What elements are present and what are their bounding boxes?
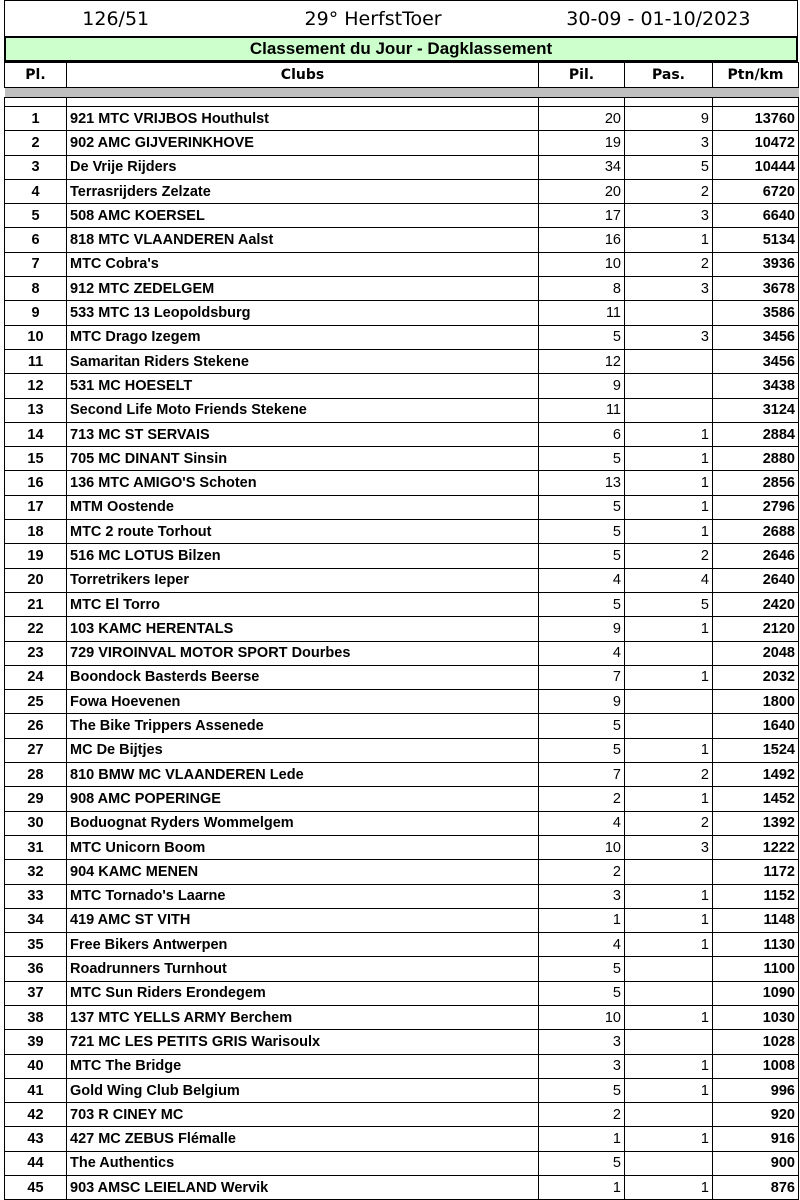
table-row — [5, 252, 799, 276]
passengers-cell — [625, 349, 713, 373]
club-cell: Gold Wing Club Belgium — [67, 1078, 539, 1102]
passengers-cell — [625, 714, 713, 738]
rank-cell: 11 — [5, 349, 67, 373]
event-dates: 30-09 - 01-10/2023 — [566, 7, 751, 30]
passengers-cell: 1 — [625, 495, 713, 519]
pilots-cell: 9 — [539, 617, 625, 641]
rank-cell: 28 — [5, 763, 67, 787]
passengers-cell: 1 — [625, 617, 713, 641]
rank-cell: 24 — [5, 665, 67, 689]
passengers-cell — [625, 301, 713, 325]
points-cell: 1492 — [713, 763, 799, 787]
club-cell: 912 MTC ZEDELGEM — [67, 277, 539, 301]
club-cell: Fowa Hoevenen — [67, 690, 539, 714]
rank-cell: 2 — [5, 131, 67, 155]
pilots-cell: 19 — [539, 131, 625, 155]
table-row — [5, 277, 799, 301]
table-row — [5, 763, 799, 787]
club-cell: 136 MTC AMIGO'S Schoten — [67, 471, 539, 495]
club-cell: 533 MTC 13 Leopoldsburg — [67, 301, 539, 325]
club-cell: MTC 2 route Torhout — [67, 520, 539, 544]
column-header-row — [5, 63, 799, 88]
column-header-pil: Pil. — [539, 63, 625, 88]
points-cell: 1524 — [713, 738, 799, 762]
points-cell: 2880 — [713, 447, 799, 471]
pilots-cell: 16 — [539, 228, 625, 252]
club-cell: Roadrunners Turnhout — [67, 957, 539, 981]
table-row — [5, 690, 799, 714]
points-cell: 900 — [713, 1151, 799, 1175]
points-cell: 3586 — [713, 301, 799, 325]
rank-cell: 3 — [5, 155, 67, 179]
passengers-cell: 1 — [625, 422, 713, 446]
points-cell: 1452 — [713, 787, 799, 811]
passengers-cell: 1 — [625, 1054, 713, 1078]
table-row — [5, 228, 799, 252]
passengers-cell: 5 — [625, 592, 713, 616]
rank-cell: 26 — [5, 714, 67, 738]
points-cell: 2640 — [713, 568, 799, 592]
pilots-cell: 20 — [539, 179, 625, 203]
table-row — [5, 471, 799, 495]
pilots-cell: 10 — [539, 252, 625, 276]
rank-cell: 12 — [5, 374, 67, 398]
points-cell: 1800 — [713, 690, 799, 714]
rank-cell: 33 — [5, 884, 67, 908]
rank-cell: 40 — [5, 1054, 67, 1078]
points-cell: 13760 — [713, 107, 799, 131]
rank-cell: 34 — [5, 908, 67, 932]
pilots-cell: 10 — [539, 1005, 625, 1029]
club-cell: 908 AMC POPERINGE — [67, 787, 539, 811]
club-cell: 921 MTC VRIJBOS Houthulst — [67, 107, 539, 131]
rank-cell: 14 — [5, 422, 67, 446]
club-cell: MTM Oostende — [67, 495, 539, 519]
pilots-cell: 5 — [539, 714, 625, 738]
pilots-cell: 2 — [539, 787, 625, 811]
rank-cell: 20 — [5, 568, 67, 592]
points-cell: 3936 — [713, 252, 799, 276]
rank-cell: 29 — [5, 787, 67, 811]
pilots-cell: 4 — [539, 641, 625, 665]
rank-cell: 19 — [5, 544, 67, 568]
pilots-cell: 8 — [539, 277, 625, 301]
points-cell: 1222 — [713, 835, 799, 859]
points-cell: 1090 — [713, 981, 799, 1005]
passengers-cell: 1 — [625, 447, 713, 471]
pilots-cell: 3 — [539, 1054, 625, 1078]
club-cell: Torretrikers Ieper — [67, 568, 539, 592]
rank-cell: 6 — [5, 228, 67, 252]
pilots-cell: 5 — [539, 1078, 625, 1102]
rank-cell: 7 — [5, 252, 67, 276]
rank-cell: 37 — [5, 981, 67, 1005]
points-cell: 1148 — [713, 908, 799, 932]
passengers-cell: 1 — [625, 908, 713, 932]
table-row — [5, 860, 799, 884]
table-row — [5, 301, 799, 325]
pilots-cell: 10 — [539, 835, 625, 859]
points-cell: 1030 — [713, 1005, 799, 1029]
pilots-cell: 4 — [539, 933, 625, 957]
pilots-cell: 4 — [539, 568, 625, 592]
pilots-cell: 5 — [539, 981, 625, 1005]
table-row — [5, 1054, 799, 1078]
passengers-cell: 1 — [625, 228, 713, 252]
table-row — [5, 957, 799, 981]
spacer-row — [5, 98, 799, 107]
passengers-cell: 1 — [625, 665, 713, 689]
pilots-cell: 5 — [539, 1151, 625, 1175]
pilots-cell: 3 — [539, 884, 625, 908]
pilots-cell: 5 — [539, 592, 625, 616]
rank-cell: 15 — [5, 447, 67, 471]
ranking-title: Classement du Jour - Dagklassement — [4, 36, 798, 62]
passengers-cell: 1 — [625, 1078, 713, 1102]
points-cell: 3456 — [713, 325, 799, 349]
points-cell: 1640 — [713, 714, 799, 738]
points-cell: 3124 — [713, 398, 799, 422]
table-row — [5, 520, 799, 544]
table-row — [5, 155, 799, 179]
table-row — [5, 1030, 799, 1054]
rank-cell: 9 — [5, 301, 67, 325]
table-row — [5, 1005, 799, 1029]
rank-cell: 16 — [5, 471, 67, 495]
rank-cell: 25 — [5, 690, 67, 714]
points-cell: 1008 — [713, 1054, 799, 1078]
table-row — [5, 1127, 799, 1151]
rank-cell: 43 — [5, 1127, 67, 1151]
column-header-pl: Pl. — [5, 63, 67, 88]
passengers-cell: 3 — [625, 204, 713, 228]
pilots-cell: 1 — [539, 1127, 625, 1151]
ranking-sheet — [4, 0, 798, 1200]
club-cell: MTC Tornado's Laarne — [67, 884, 539, 908]
event-name: 29° HerfstToer — [304, 7, 442, 30]
passengers-cell — [625, 374, 713, 398]
club-cell: 103 KAMC HERENTALS — [67, 617, 539, 641]
rank-cell: 36 — [5, 957, 67, 981]
rank-cell: 35 — [5, 933, 67, 957]
pilots-cell: 20 — [539, 107, 625, 131]
points-cell: 1130 — [713, 933, 799, 957]
passengers-cell: 2 — [625, 179, 713, 203]
table-row — [5, 714, 799, 738]
pilots-cell: 4 — [539, 811, 625, 835]
rank-cell: 1 — [5, 107, 67, 131]
club-cell: MC De Bijtjes — [67, 738, 539, 762]
passengers-cell: 2 — [625, 544, 713, 568]
points-cell: 6720 — [713, 179, 799, 203]
table-row — [5, 738, 799, 762]
club-cell: 419 AMC ST VITH — [67, 908, 539, 932]
pilots-cell: 7 — [539, 665, 625, 689]
club-cell: 729 VIROINVAL MOTOR SPORT Dourbes — [67, 641, 539, 665]
rank-cell: 17 — [5, 495, 67, 519]
table-row — [5, 641, 799, 665]
pilots-cell: 9 — [539, 690, 625, 714]
points-cell: 2120 — [713, 617, 799, 641]
points-cell: 10472 — [713, 131, 799, 155]
club-cell: MTC Drago Izegem — [67, 325, 539, 349]
points-cell: 2884 — [713, 422, 799, 446]
event-code: 126/51 — [82, 7, 150, 30]
table-row — [5, 131, 799, 155]
separator-bar — [5, 88, 799, 98]
pilots-cell: 5 — [539, 495, 625, 519]
rank-cell: 21 — [5, 592, 67, 616]
points-cell: 2688 — [713, 520, 799, 544]
passengers-cell: 1 — [625, 738, 713, 762]
table-row — [5, 981, 799, 1005]
ranking-rows — [5, 107, 799, 1200]
rank-cell: 32 — [5, 860, 67, 884]
passengers-cell: 3 — [625, 325, 713, 349]
club-cell: 508 AMC KOERSEL — [67, 204, 539, 228]
table-row — [5, 349, 799, 373]
passengers-cell: 1 — [625, 884, 713, 908]
rank-cell: 44 — [5, 1151, 67, 1175]
pilots-cell: 17 — [539, 204, 625, 228]
passengers-cell — [625, 957, 713, 981]
pilots-cell: 2 — [539, 860, 625, 884]
points-cell: 2646 — [713, 544, 799, 568]
points-cell: 2856 — [713, 471, 799, 495]
rank-cell: 27 — [5, 738, 67, 762]
club-cell: 703 R CINEY MC — [67, 1103, 539, 1127]
pilots-cell: 12 — [539, 349, 625, 373]
rank-cell: 22 — [5, 617, 67, 641]
table-row — [5, 665, 799, 689]
table-row — [5, 374, 799, 398]
pilots-cell: 6 — [539, 422, 625, 446]
points-cell: 10444 — [713, 155, 799, 179]
pilots-cell: 2 — [539, 1103, 625, 1127]
club-cell: Free Bikers Antwerpen — [67, 933, 539, 957]
club-cell: The Bike Trippers Assenede — [67, 714, 539, 738]
club-cell: MTC Cobra's — [67, 252, 539, 276]
points-cell: 1172 — [713, 860, 799, 884]
points-cell: 876 — [713, 1176, 799, 1200]
rank-cell: 38 — [5, 1005, 67, 1029]
points-cell: 916 — [713, 1127, 799, 1151]
ranking-table — [4, 62, 799, 1200]
table-row — [5, 908, 799, 932]
table-row — [5, 1078, 799, 1102]
passengers-cell — [625, 1030, 713, 1054]
column-header-pas: Pas. — [625, 63, 713, 88]
club-cell: 903 AMSC LEIELAND Wervik — [67, 1176, 539, 1200]
table-row — [5, 1151, 799, 1175]
rank-cell: 13 — [5, 398, 67, 422]
points-cell: 996 — [713, 1078, 799, 1102]
passengers-cell: 4 — [625, 568, 713, 592]
pilots-cell: 34 — [539, 155, 625, 179]
rank-cell: 39 — [5, 1030, 67, 1054]
club-cell: MTC The Bridge — [67, 1054, 539, 1078]
club-cell: The Authentics — [67, 1151, 539, 1175]
club-cell: 516 MC LOTUS Bilzen — [67, 544, 539, 568]
pilots-cell: 5 — [539, 738, 625, 762]
pilots-cell: 1 — [539, 908, 625, 932]
table-row — [5, 1103, 799, 1127]
table-row — [5, 811, 799, 835]
rank-cell: 41 — [5, 1078, 67, 1102]
rank-cell: 10 — [5, 325, 67, 349]
table-row — [5, 179, 799, 203]
passengers-cell: 2 — [625, 811, 713, 835]
points-cell: 3678 — [713, 277, 799, 301]
club-cell: De Vrije Rijders — [67, 155, 539, 179]
table-row — [5, 204, 799, 228]
rank-cell: 18 — [5, 520, 67, 544]
rank-cell: 23 — [5, 641, 67, 665]
passengers-cell: 1 — [625, 471, 713, 495]
pilots-cell: 5 — [539, 544, 625, 568]
passengers-cell: 2 — [625, 763, 713, 787]
club-cell: 705 MC DINANT Sinsin — [67, 447, 539, 471]
table-row — [5, 933, 799, 957]
club-cell: 531 MC HOESELT — [67, 374, 539, 398]
club-cell: 904 KAMC MENEN — [67, 860, 539, 884]
passengers-cell — [625, 641, 713, 665]
club-cell: 721 MC LES PETITS GRIS Warisoulx — [67, 1030, 539, 1054]
pilots-cell: 5 — [539, 957, 625, 981]
club-cell: Boondock Basterds Beerse — [67, 665, 539, 689]
table-row — [5, 495, 799, 519]
passengers-cell: 3 — [625, 131, 713, 155]
table-row — [5, 447, 799, 471]
passengers-cell — [625, 860, 713, 884]
points-cell: 2420 — [713, 592, 799, 616]
points-cell: 2048 — [713, 641, 799, 665]
table-row — [5, 787, 799, 811]
passengers-cell: 3 — [625, 835, 713, 859]
points-cell: 1100 — [713, 957, 799, 981]
club-cell: Samaritan Riders Stekene — [67, 349, 539, 373]
table-row — [5, 325, 799, 349]
pilots-cell: 13 — [539, 471, 625, 495]
passengers-cell — [625, 690, 713, 714]
passengers-cell: 1 — [625, 520, 713, 544]
points-cell: 6640 — [713, 204, 799, 228]
club-cell: MTC Unicorn Boom — [67, 835, 539, 859]
pilots-cell: 5 — [539, 520, 625, 544]
table-row — [5, 107, 799, 131]
table-row — [5, 422, 799, 446]
pilots-cell: 1 — [539, 1176, 625, 1200]
passengers-cell — [625, 981, 713, 1005]
passengers-cell: 9 — [625, 107, 713, 131]
table-row — [5, 398, 799, 422]
pilots-cell: 5 — [539, 325, 625, 349]
table-row — [5, 617, 799, 641]
club-cell: MTC Sun Riders Erondegem — [67, 981, 539, 1005]
club-cell: 713 MC ST SERVAIS — [67, 422, 539, 446]
club-cell: 810 BMW MC VLAANDEREN Lede — [67, 763, 539, 787]
pilots-cell: 11 — [539, 398, 625, 422]
pilots-cell: 5 — [539, 447, 625, 471]
points-cell: 2796 — [713, 495, 799, 519]
column-header-pts: Ptn/km — [713, 63, 799, 88]
rank-cell: 45 — [5, 1176, 67, 1200]
rank-cell: 5 — [5, 204, 67, 228]
club-cell: Terrasrijders Zelzate — [67, 179, 539, 203]
club-cell: 427 MC ZEBUS Flémalle — [67, 1127, 539, 1151]
table-row — [5, 592, 799, 616]
table-row — [5, 568, 799, 592]
passengers-cell: 3 — [625, 277, 713, 301]
club-cell: MTC El Torro — [67, 592, 539, 616]
club-cell: 902 AMC GIJVERINKHOVE — [67, 131, 539, 155]
column-header-clubs: Clubs — [67, 63, 539, 88]
passengers-cell: 1 — [625, 787, 713, 811]
points-cell: 1028 — [713, 1030, 799, 1054]
rank-cell: 42 — [5, 1103, 67, 1127]
table-row — [5, 835, 799, 859]
rank-cell: 4 — [5, 179, 67, 203]
points-cell: 3438 — [713, 374, 799, 398]
club-cell: 818 MTC VLAANDEREN Aalst — [67, 228, 539, 252]
passengers-cell — [625, 1103, 713, 1127]
rank-cell: 8 — [5, 277, 67, 301]
passengers-cell: 1 — [625, 1127, 713, 1151]
table-row — [5, 544, 799, 568]
club-cell: 137 MTC YELLS ARMY Berchem — [67, 1005, 539, 1029]
passengers-cell: 5 — [625, 155, 713, 179]
points-cell: 920 — [713, 1103, 799, 1127]
points-cell: 5134 — [713, 228, 799, 252]
passengers-cell — [625, 398, 713, 422]
pilots-cell: 3 — [539, 1030, 625, 1054]
passengers-cell: 1 — [625, 933, 713, 957]
points-cell: 3456 — [713, 349, 799, 373]
points-cell: 1152 — [713, 884, 799, 908]
pilots-cell: 11 — [539, 301, 625, 325]
pilots-cell: 9 — [539, 374, 625, 398]
rank-cell: 31 — [5, 835, 67, 859]
passengers-cell: 1 — [625, 1005, 713, 1029]
passengers-cell: 1 — [625, 1176, 713, 1200]
points-cell: 2032 — [713, 665, 799, 689]
club-cell: Second Life Moto Friends Stekene — [67, 398, 539, 422]
points-cell: 1392 — [713, 811, 799, 835]
club-cell: Boduognat Ryders Wommelgem — [67, 811, 539, 835]
passengers-cell: 2 — [625, 252, 713, 276]
table-row — [5, 884, 799, 908]
pilots-cell: 7 — [539, 763, 625, 787]
passengers-cell — [625, 1151, 713, 1175]
rank-cell: 30 — [5, 811, 67, 835]
event-header — [4, 0, 798, 36]
